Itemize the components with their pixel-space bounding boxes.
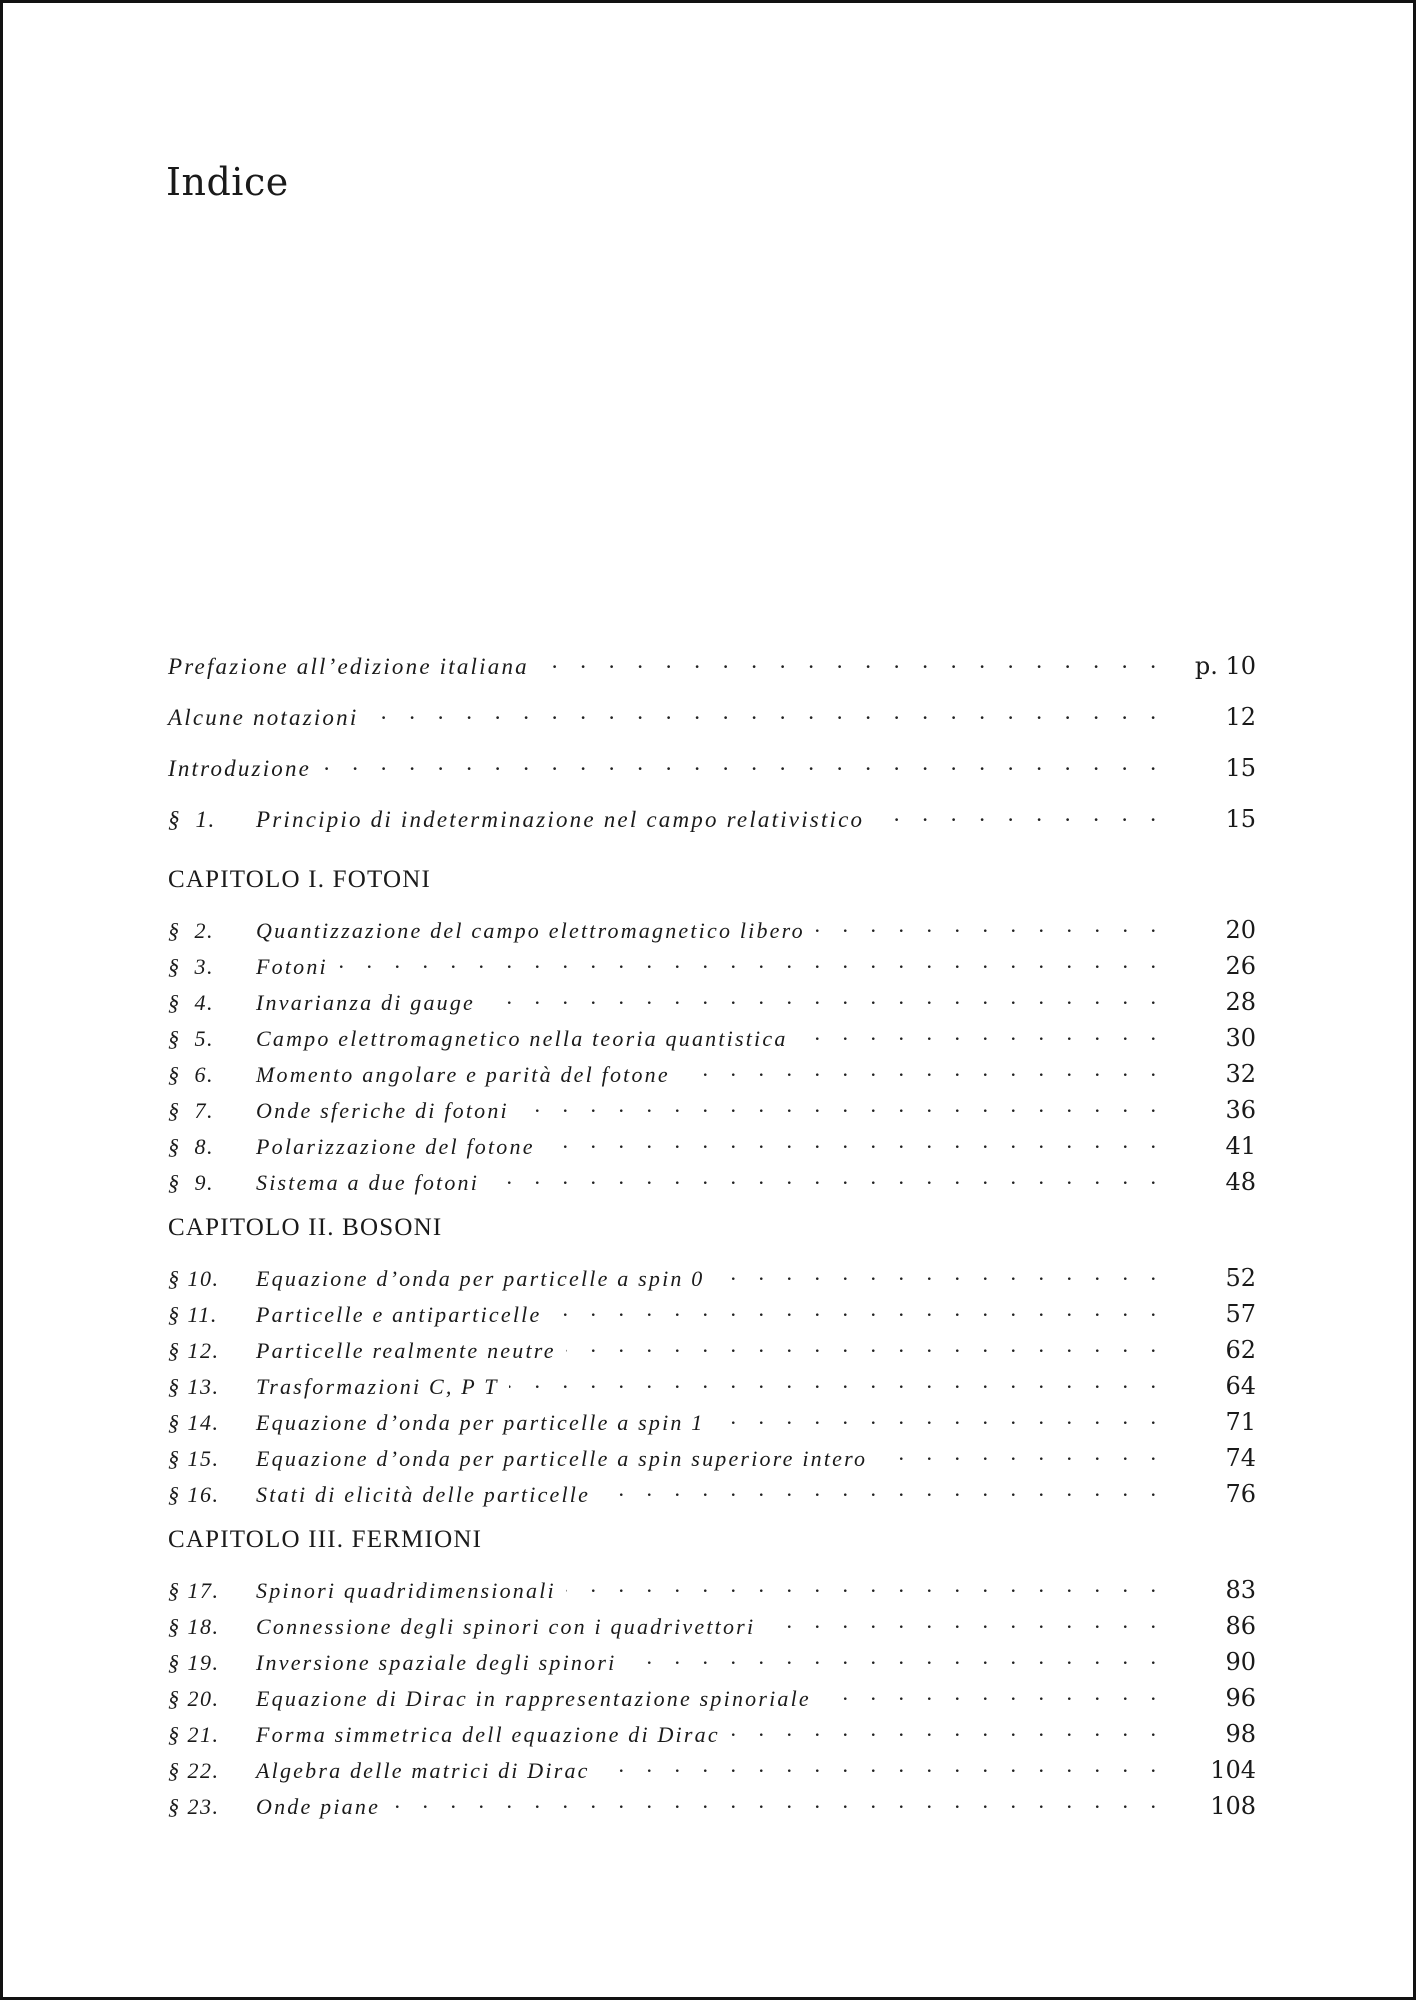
page-number: 76 bbox=[1225, 1480, 1256, 1508]
entry-title: Invarianza di gauge bbox=[256, 990, 476, 1015]
entry-title: Campo elettromagnetico nella teoria quantistica bbox=[256, 1026, 788, 1051]
dot-leader bbox=[551, 1296, 1156, 1322]
section-number: § 17. bbox=[168, 1578, 220, 1603]
chapter-1 bbox=[168, 862, 1256, 1200]
entry-title: Spinori quadridimensionali bbox=[256, 1578, 556, 1603]
section-number: § 8. bbox=[168, 1134, 214, 1159]
table-of-contents bbox=[168, 648, 1256, 1824]
entry-title: Equazione d’onda per particelle a spin 1 bbox=[256, 1410, 705, 1435]
dot-leader bbox=[877, 1440, 1156, 1466]
toc-entry bbox=[168, 1404, 1256, 1440]
section-number: § 11. bbox=[168, 1302, 218, 1327]
page-number: 90 bbox=[1225, 1648, 1256, 1676]
page-number: 108 bbox=[1210, 1792, 1256, 1820]
entry-title: Particelle e antiparticelle bbox=[256, 1302, 542, 1327]
chapter-3 bbox=[168, 1522, 1256, 1824]
chapter-2 bbox=[168, 1210, 1256, 1512]
page-number: 71 bbox=[1225, 1408, 1256, 1436]
dot-leader bbox=[626, 1644, 1156, 1670]
section-number: § 12. bbox=[168, 1338, 220, 1363]
page-number: 48 bbox=[1225, 1168, 1256, 1196]
page-number: 15 bbox=[1225, 805, 1256, 833]
toc-entry bbox=[168, 984, 1256, 1020]
page-number: 98 bbox=[1225, 1720, 1256, 1748]
page-number: 28 bbox=[1225, 988, 1256, 1016]
page-number: 26 bbox=[1225, 952, 1256, 980]
dot-leader bbox=[519, 1092, 1156, 1118]
page-title: Indice bbox=[166, 160, 289, 205]
dot-leader bbox=[765, 1608, 1156, 1634]
page-number: 36 bbox=[1225, 1096, 1256, 1124]
toc-entry bbox=[168, 1716, 1256, 1752]
toc-entry bbox=[168, 1092, 1256, 1128]
entry-title: Trasformazioni C, P T bbox=[256, 1374, 499, 1399]
dot-leader bbox=[874, 801, 1156, 827]
chapter-heading: CAPITOLO III. FERMIONI bbox=[168, 1526, 483, 1553]
section-number: § 16. bbox=[168, 1482, 220, 1507]
dot-leader bbox=[390, 1788, 1156, 1814]
section-number: § 20. bbox=[168, 1686, 220, 1711]
dot-leader bbox=[545, 1128, 1156, 1154]
page-number: 41 bbox=[1225, 1132, 1256, 1160]
toc-entry bbox=[168, 1608, 1256, 1644]
entry-title: Equazione d’onda per particelle a spin superiore intero bbox=[256, 1446, 868, 1471]
toc-entry bbox=[168, 912, 1256, 948]
toc-entry bbox=[168, 1332, 1256, 1368]
toc-entry bbox=[168, 1476, 1256, 1512]
page-number: 74 bbox=[1225, 1444, 1256, 1472]
entry-title: Onde sferiche di fotoni bbox=[256, 1098, 509, 1123]
dot-leader bbox=[509, 1368, 1156, 1394]
dot-leader bbox=[485, 984, 1156, 1010]
page-number: 104 bbox=[1210, 1756, 1256, 1784]
dot-leader bbox=[798, 1020, 1156, 1046]
toc-entry bbox=[168, 750, 1256, 801]
dot-leader bbox=[715, 1260, 1156, 1286]
dot-leader bbox=[821, 1680, 1156, 1706]
toc-entry bbox=[168, 1056, 1256, 1092]
page-number: 96 bbox=[1225, 1684, 1256, 1712]
toc-entry bbox=[168, 1440, 1256, 1476]
section-number: § 21. bbox=[168, 1722, 220, 1747]
dot-leader bbox=[600, 1752, 1156, 1778]
chapter-heading: CAPITOLO I. FOTONI bbox=[168, 866, 432, 893]
page-number: 83 bbox=[1225, 1576, 1256, 1604]
page-number: 57 bbox=[1225, 1300, 1256, 1328]
page-number: 52 bbox=[1225, 1264, 1256, 1292]
page-number: p. 10 bbox=[1194, 652, 1256, 680]
dot-leader bbox=[338, 948, 1156, 974]
entry-title: Equazione di Dirac in rappresentazione spinoriale bbox=[256, 1686, 811, 1711]
entry-title: Alcune notazioni bbox=[168, 705, 359, 730]
toc-entry bbox=[168, 1020, 1256, 1056]
section-number: § 23. bbox=[168, 1794, 220, 1819]
section-number: § 10. bbox=[168, 1266, 220, 1291]
entry-title: Stati di elicità delle particelle bbox=[256, 1482, 591, 1507]
section-number: § 22. bbox=[168, 1758, 220, 1783]
toc-entry bbox=[168, 1644, 1256, 1680]
page-number: 30 bbox=[1225, 1024, 1256, 1052]
toc-entry bbox=[168, 1752, 1256, 1788]
toc-entry bbox=[168, 1788, 1256, 1824]
entry-title: Quantizzazione del campo elettromagnetico libero bbox=[256, 918, 805, 943]
front-matter bbox=[168, 648, 1256, 852]
toc-entry bbox=[168, 1680, 1256, 1716]
entry-title: Forma simmetrica dell equazione di Dirac bbox=[256, 1722, 720, 1747]
section-number: § 7. bbox=[168, 1098, 214, 1123]
page-number: 62 bbox=[1225, 1336, 1256, 1364]
section-number: § 19. bbox=[168, 1650, 220, 1675]
entry-title: Particelle realmente neutre bbox=[256, 1338, 556, 1363]
page-number: 64 bbox=[1225, 1372, 1256, 1400]
toc-entry bbox=[168, 801, 1256, 852]
toc-entry bbox=[168, 1164, 1256, 1200]
section-number: § 15. bbox=[168, 1446, 220, 1471]
entry-title: Algebra delle matrici di Dirac bbox=[256, 1758, 590, 1783]
section-number: § 13. bbox=[168, 1374, 220, 1399]
entry-title: Momento angolare e parità del fotone bbox=[256, 1062, 670, 1087]
dot-leader bbox=[680, 1056, 1156, 1082]
dot-leader bbox=[730, 1716, 1156, 1742]
toc-entry bbox=[168, 699, 1256, 750]
entry-title: Polarizzazione del fotone bbox=[256, 1134, 535, 1159]
dot-leader bbox=[368, 699, 1156, 725]
section-number: § 2. bbox=[168, 918, 214, 943]
page-number: 32 bbox=[1225, 1060, 1256, 1088]
entry-title: Introduzione bbox=[168, 756, 312, 781]
dot-leader bbox=[600, 1476, 1156, 1502]
entry-title: Prefazione all’edizione italiana bbox=[168, 654, 529, 679]
entry-title: Inversione spaziale degli spinori bbox=[256, 1650, 617, 1675]
section-number: § 14. bbox=[168, 1410, 220, 1435]
toc-entry bbox=[168, 1260, 1256, 1296]
toc-entry bbox=[168, 648, 1256, 699]
section-number: § 1. bbox=[168, 807, 216, 832]
page-number: 12 bbox=[1225, 703, 1256, 731]
dot-leader bbox=[815, 912, 1156, 938]
page-number: 20 bbox=[1225, 916, 1256, 944]
entry-title: Sistema a due fotoni bbox=[256, 1170, 480, 1195]
entry-title: Equazione d’onda per particelle a spin 0 bbox=[256, 1266, 705, 1291]
page-number: 15 bbox=[1225, 754, 1256, 782]
entry-title: Onde piane bbox=[256, 1794, 381, 1819]
dot-leader bbox=[566, 1332, 1156, 1358]
toc-entry bbox=[168, 1368, 1256, 1404]
entry-title: Fotoni bbox=[256, 954, 328, 979]
toc-entry bbox=[168, 1128, 1256, 1164]
toc-entry bbox=[168, 1572, 1256, 1608]
dot-leader bbox=[539, 648, 1156, 674]
section-number: § 3. bbox=[168, 954, 214, 979]
section-number: § 18. bbox=[168, 1614, 220, 1639]
section-number: § 6. bbox=[168, 1062, 214, 1087]
toc-entry bbox=[168, 1296, 1256, 1332]
page-number: 86 bbox=[1225, 1612, 1256, 1640]
section-number: § 5. bbox=[168, 1026, 214, 1051]
dot-leader bbox=[489, 1164, 1156, 1190]
toc-entry bbox=[168, 948, 1256, 984]
entry-title: Connessione degli spinori con i quadrivettori bbox=[256, 1614, 756, 1639]
dot-leader bbox=[715, 1404, 1156, 1430]
dot-leader bbox=[321, 750, 1156, 776]
dot-leader bbox=[566, 1572, 1156, 1598]
chapter-heading: CAPITOLO II. BOSONI bbox=[168, 1214, 443, 1241]
section-number: § 4. bbox=[168, 990, 214, 1015]
section-number: § 9. bbox=[168, 1170, 214, 1195]
entry-title: Principio di indeterminazione nel campo relativistico bbox=[256, 807, 865, 832]
